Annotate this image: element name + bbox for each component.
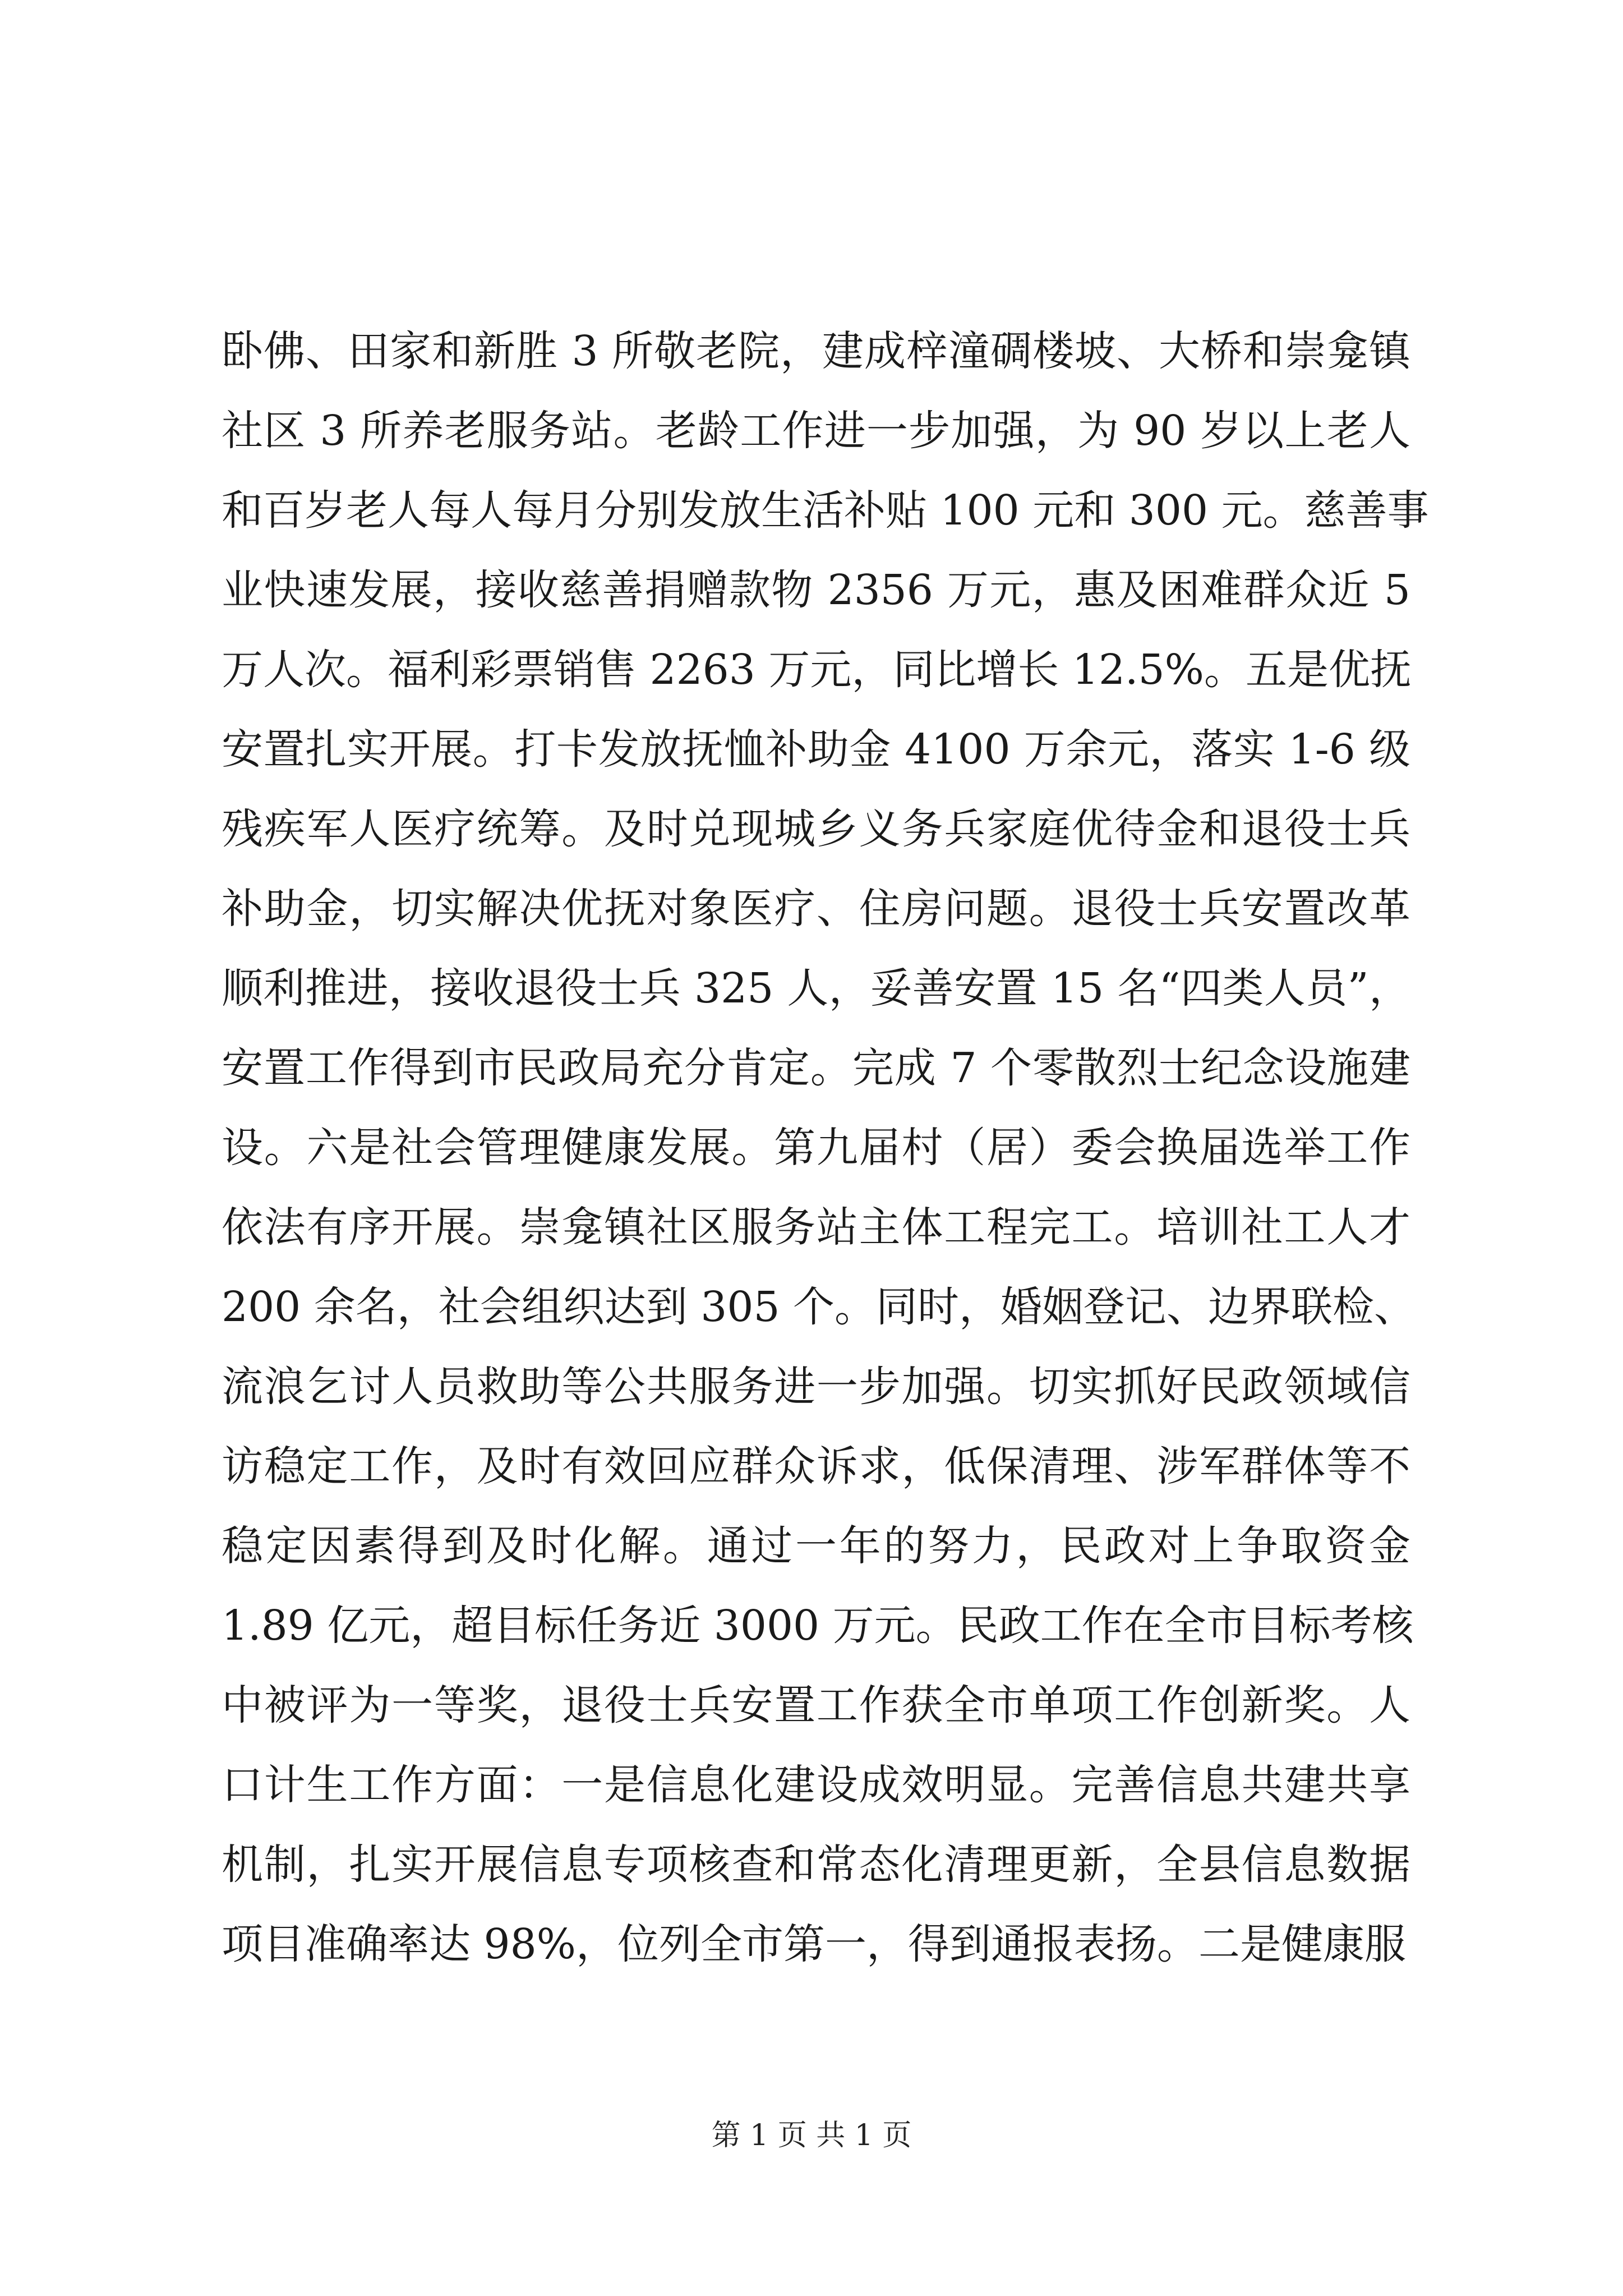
page-footer [0, 2116, 1623, 2155]
document-body [222, 311, 1429, 1984]
text-line: 安置扎实开展。打卡发放抚恤补助金 4100 万余元，落实 1-6 级 [222, 725, 1410, 774]
text-line: 卧佛、田家和新胜 3 所敬老院，建成梓潼碉楼坡、大桥和崇龛镇 [222, 327, 1410, 375]
text-line: 中被评为一等奖，退役士兵安置工作获全市单项工作创新奖。人 [222, 1681, 1410, 1729]
text-line: 万人次。福利彩票销售 2263 万元，同比增长 12.5%。五是优抚 [222, 646, 1412, 694]
text-line: 和百岁老人每人每月分别发放生活补贴 100 元和 300 元。慈善事 [222, 486, 1429, 535]
page-number-label: 第 1 页 共 1 页 [711, 2119, 912, 2152]
text-line: 机制，扎实开展信息专项核查和常态化清理更新，全县信息数据 [222, 1841, 1410, 1889]
text-line: 社区 3 所养老服务站。老龄工作进一步加强，为 90 岁以上老人 [222, 407, 1410, 455]
text-line: 顺利推进，接收退役士兵 325 人，妥善安置 15 名“四类人员”， [222, 964, 1410, 1013]
text-line: 访稳定工作，及时有效回应群众诉求，低保清理、涉军群体等不 [222, 1442, 1410, 1490]
text-line: 残疾军人医疗统筹。及时兑现城乡义务兵家庭优待金和退役士兵 [222, 805, 1410, 853]
text-line: 1.89 亿元，超目标任务近 3000 万元。民政工作在全市目标考核 [222, 1602, 1414, 1650]
text-line: 设。六是社会管理健康发展。第九届村（居）委会换届选举工作 [222, 1124, 1410, 1172]
text-line: 口计生工作方面：一是信息化建设成效明显。完善信息共建共享 [222, 1761, 1410, 1809]
text-line: 流浪乞讨人员救助等公共服务进一步加强。切实抓好民政领域信 [222, 1363, 1410, 1411]
text-line: 安置工作得到市民政局充分肯定。完成 7 个零散烈士纪念设施建 [222, 1044, 1410, 1092]
text-line: 项目准确率达 98%，位列全市第一，得到通报表扬。二是健康服 [222, 1920, 1406, 1968]
text-line: 200 余名，社会组织达到 305 个。同时，婚姻登记、边界联检、 [222, 1283, 1416, 1331]
text-line: 稳定因素得到及时化解。通过一年的努力，民政对上争取资金 [222, 1522, 1410, 1570]
text-line: 补助金，切实解决优抚对象医疗、住房问题。退役士兵安置改革 [222, 885, 1410, 933]
text-line: 依法有序开展。崇龛镇社区服务站主体工程完工。培训社工人才 [222, 1203, 1410, 1251]
text-line: 业快速发展，接收慈善捐赠款物 2356 万元，惠及困难群众近 5 [222, 566, 1410, 614]
